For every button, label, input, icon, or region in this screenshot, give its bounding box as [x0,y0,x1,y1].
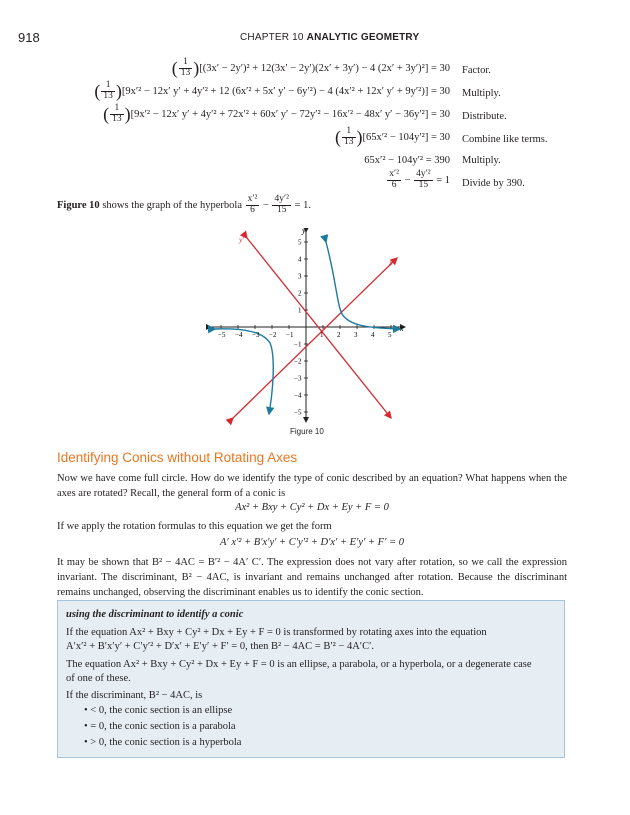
fraction-one-thirteenth: $\frac{1}{13}$ [180,57,191,78]
derivation-step-2: ( $\frac{1}{13}$ )[9x′² − 12x′ y′ + 4y′² + 12 (6x′² + 5x′ y′ − 6y′²) − 4 (4x′² + 12x′ y′ + 9y′²)] = 30 [94,80,450,101]
page-number: 918 [18,30,40,45]
derivation-step-3: ( $\frac{1}{13}$ )[9x′² − 12x′ y′ + 4y′² + 72x′² + 60x′ y′ − 72y′² − 16x′² − 48x′ y′ − 36y′²] = 30 [103,103,450,124]
derivation-reason-4: Combine like terms. [462,134,548,145]
y-tick-label: −5 [294,408,302,417]
figure-caption: Figure 10 [290,427,324,436]
derivation-step-6: $\frac{\text{x′²}}{6}$ − $\frac{\text{4y′²}}{15}$ = 1 [389,169,450,190]
fraction-4y-squared-over-15: $\frac{\text{4y′²}}{15}$ [274,194,289,215]
derivation-reason-2: Multiply. [462,88,501,99]
box-line-5: If the discriminant, B² − 4AC, is [66,690,203,701]
derivation-reason-3: Distribute. [462,111,507,122]
running-header [240,32,419,43]
hyperbola-left-branch [215,329,273,414]
y-tick-label: −3 [294,374,302,383]
x-tick-label: −2 [269,331,277,339]
bullet-hyperbola: • > 0, the conic section is a hyperbola [84,737,242,748]
paragraph-intro: Now we have come full circle. How do we identify the type of conic described by an equation? What happens when the axes are rotated? Recall, the general form of a conic is [57,473,567,499]
derivation-reason-5: Multiply. [462,155,501,166]
x-tick-label: −4 [235,331,243,339]
y-tick-label: −1 [294,340,302,349]
box-line-2: A′x′² + B′x′y′ + C′y′² + D′x′ + E′y′ + F′ = 0, then B² − 4AC = B′² − 4A′C′. [66,641,375,652]
x-tick-label: 3 [354,331,358,339]
derivation-step-1: ( $\frac{1}{13}$ )[(3x′ − 2y′)² + 12(3x′ − 2y′)(2x′ + 3y′) − 4 (2x′ + 3y′)²] = 30 [171,57,450,78]
chapter-title: ANALYTIC GEOMETRY [306,32,420,43]
chapter-number: CHAPTER 10 [240,32,304,43]
x-tick-label: 4 [371,331,375,339]
bullet-parabola: • = 0, the conic section is a parabola [84,721,236,732]
y-axis-label: y [302,228,306,235]
fraction-4y-squared-over-15: $\frac{\text{4y′²}}{15}$ [416,169,431,190]
paragraph-invariant: It may be shown that B² − 4AC = B′² − 4A′ C′. The expression does not vary after rotation, so we call the expression invariant. The discriminant, B² − 4AC, is invariant and remains unchanged after rotation. Because the discriminant remains unchanged, observing the discriminant enables us to identify the conic section. [57,557,567,598]
discriminant-box [57,600,565,758]
y-prime-axis [247,238,391,418]
y-prime-axis-label: y′ [239,235,244,244]
section-title: Identifying Conics without Rotating Axes [57,450,298,465]
bullet-ellipse: • < 0, the conic section is an ellipse [84,705,233,716]
y-tick-label: 1 [298,306,302,315]
fraction-one-thirteenth: $\frac{1}{13}$ [112,103,122,124]
derivation-step-5: 65x′² − 104y′² = 390 [364,155,450,166]
x-tick-label: −3 [252,331,260,339]
x-prime-axis-label: x′ [389,258,394,267]
x-tick-label: −1 [286,331,294,339]
fraction-one-thirteenth: $\frac{1}{13}$ [344,126,354,147]
fraction-x-squared-over-6: $\frac{\text{x′²}}{6}$ [247,194,258,215]
box-line-3: The equation Ax² + Bxy + Cy² + Dx + Ey + F = 0 is an ellipse, a parabola, or a hyperbola, or a degenerate case [66,659,532,670]
x-tick-label: 1 [320,331,324,339]
fraction-one-thirteenth: $\frac{1}{13}$ [103,80,113,101]
hyperbola-graph [205,228,415,426]
y-tick-label: 4 [298,255,302,264]
x-tick-label: 5 [388,331,392,339]
box-line-4: of one of these. [66,673,131,684]
y-tick-label: 2 [298,289,302,298]
y-tick-label: 3 [298,272,302,281]
derivation-step-4: ( $\frac{1}{13}$ )[65x′² − 104y′²] = 30 [335,126,450,147]
x-axis-label: x [400,324,404,333]
x-tick-label: 2 [337,331,341,339]
figure-intro-sentence: Figure 10 shows the graph of the hyperbola $\frac{\text{x′²}}{6}$ − $\frac{\text{4y′²}}{15}$ = 1. [57,194,311,215]
box-title: using the discriminant to identify a conic [66,609,244,620]
equation-rotated-form: A′ x′² + B′x′y′ + C′y′² + D′x′ + E′y′ + F′ = 0 [220,537,404,548]
y-tick-label: 5 [298,238,302,247]
equation-general-form: Ax² + Bxy + Cy² + Dx + Ey + F = 0 [235,502,389,513]
derivation-reason-6: Divide by 390. [462,178,525,189]
y-tick-label: −2 [294,357,302,366]
x-tick-label: −5 [218,331,226,339]
derivation-reason-1: Factor. [462,65,491,76]
fraction-x-squared-over-6: $\frac{\text{x′²}}{6}$ [389,169,399,190]
paragraph-rotation: If we apply the rotation formulas to this equation we get the form [57,521,332,532]
box-line-1: If the equation Ax² + Bxy + Cy² + Dx + Ey + F = 0 is transformed by rotating axes into the equation [66,627,487,638]
figure-reference: Figure 10 [57,199,100,211]
y-tick-label: −4 [294,391,302,400]
